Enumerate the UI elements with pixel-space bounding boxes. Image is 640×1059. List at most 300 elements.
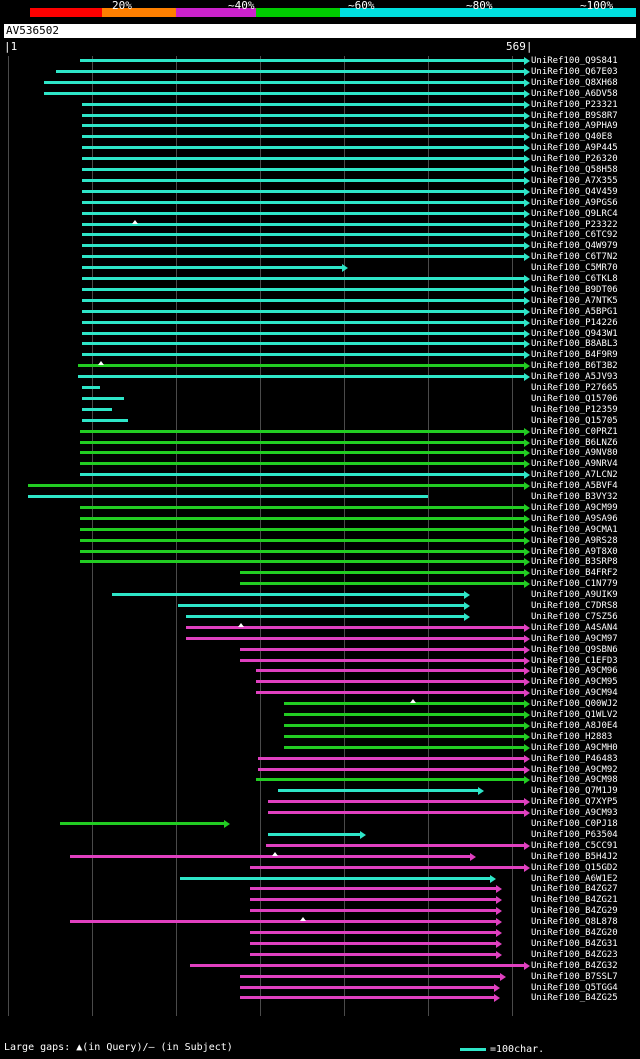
hit-row[interactable] xyxy=(0,481,640,491)
hit-bar[interactable] xyxy=(82,146,524,149)
hit-arrow-icon xyxy=(524,526,530,534)
hit-row[interactable] xyxy=(0,677,640,687)
hit-arrow-icon xyxy=(524,776,530,784)
hit-row[interactable] xyxy=(0,917,640,927)
hit-row[interactable] xyxy=(0,710,640,720)
hit-row[interactable] xyxy=(0,612,640,622)
hit-bar[interactable] xyxy=(28,495,428,498)
hit-bar[interactable] xyxy=(80,59,524,62)
hit-row[interactable] xyxy=(0,503,640,513)
hit-row[interactable] xyxy=(0,874,640,884)
hit-label[interactable]: UniRef100_B4ZG32 xyxy=(531,960,618,971)
alignment-plot xyxy=(0,56,640,1016)
hit-bar[interactable] xyxy=(44,92,524,95)
hit-bar[interactable] xyxy=(82,332,524,335)
hit-label[interactable]: UniRef100_B6LNZ6 xyxy=(531,437,618,448)
hit-label[interactable]: UniRef100_A7X355 xyxy=(531,175,618,186)
hit-label[interactable]: UniRef100_Q4V459 xyxy=(531,186,618,197)
large-gap-query-marker xyxy=(98,361,104,365)
hit-row[interactable] xyxy=(0,252,640,262)
hit-row[interactable] xyxy=(0,56,640,66)
hit-row[interactable] xyxy=(0,448,640,458)
hit-row[interactable] xyxy=(0,884,640,894)
hit-row[interactable] xyxy=(0,394,640,404)
hit-bar[interactable] xyxy=(284,713,524,716)
hit-label[interactable]: UniRef100_A9CM92 xyxy=(531,764,618,775)
hit-arrow-icon xyxy=(464,591,470,599)
hit-bar[interactable] xyxy=(80,430,524,433)
hit-bar[interactable] xyxy=(250,887,496,890)
hit-arrow-icon xyxy=(524,319,530,327)
hit-label[interactable]: UniRef100_A9CM97 xyxy=(531,633,618,644)
hit-bar[interactable] xyxy=(250,953,496,956)
hit-label[interactable]: UniRef100_C6T7N2 xyxy=(531,252,618,263)
hit-bar[interactable] xyxy=(112,593,464,596)
hit-row[interactable] xyxy=(0,775,640,785)
hit-bar[interactable] xyxy=(250,931,496,934)
hit-label[interactable]: UniRef100_A9CM98 xyxy=(531,775,618,786)
hit-arrow-icon xyxy=(524,711,530,719)
hit-label[interactable]: UniRef100_C7DRS8 xyxy=(531,601,618,611)
hit-label[interactable]: UniRef100_B8ABL3 xyxy=(531,339,618,350)
hit-label[interactable]: UniRef100_Q67E03 xyxy=(531,66,618,77)
hit-label[interactable]: UniRef100_A9CM95 xyxy=(531,677,618,688)
hit-row[interactable] xyxy=(0,209,640,219)
plot-footer xyxy=(0,1040,640,1059)
hit-arrow-icon xyxy=(496,896,502,904)
hit-label[interactable]: UniRef100_A6DV58 xyxy=(531,88,618,99)
hit-row[interactable] xyxy=(0,89,640,99)
hit-arrow-icon xyxy=(524,798,530,806)
large-gap-query-marker xyxy=(132,220,138,224)
legend-label-2: ~60% xyxy=(348,0,375,12)
hit-bar[interactable] xyxy=(240,996,494,999)
hit-label[interactable]: UniRef100_C5MR70 xyxy=(531,263,618,274)
hit-bar[interactable] xyxy=(82,190,524,193)
hit-row[interactable] xyxy=(0,230,640,240)
hit-bar[interactable] xyxy=(82,124,524,127)
hit-bar[interactable] xyxy=(284,746,524,749)
hit-bar[interactable] xyxy=(250,909,496,912)
hit-label[interactable]: UniRef100_B9S8R7 xyxy=(531,110,618,121)
hit-label[interactable]: UniRef100_A9SA96 xyxy=(531,513,618,524)
hit-row[interactable] xyxy=(0,165,640,175)
hit-row[interactable] xyxy=(0,765,640,775)
hit-bar[interactable] xyxy=(82,255,524,258)
hit-row[interactable] xyxy=(0,296,640,306)
hit-arrow-icon xyxy=(342,264,348,272)
hit-bar[interactable] xyxy=(250,866,524,869)
hit-row[interactable] xyxy=(0,329,640,339)
hit-label[interactable]: UniRef100_P23322 xyxy=(531,219,618,230)
hit-row[interactable] xyxy=(0,950,640,960)
hit-bar[interactable] xyxy=(80,550,524,553)
hit-arrow-icon xyxy=(524,188,530,196)
hit-bar[interactable] xyxy=(80,539,524,542)
hit-arrow-icon xyxy=(524,537,530,545)
hit-label[interactable]: UniRef100_C7SZ56 xyxy=(531,611,618,622)
hit-bar[interactable] xyxy=(44,81,524,84)
hit-bar[interactable] xyxy=(28,484,524,487)
hit-label[interactable]: UniRef100_H2883 xyxy=(531,731,613,742)
hit-row[interactable] xyxy=(0,688,640,698)
legend-label-4: ~100% xyxy=(580,0,614,12)
hit-bar[interactable] xyxy=(258,768,524,771)
hit-bar[interactable] xyxy=(256,669,524,672)
hit-arrow-icon xyxy=(524,90,530,98)
hit-row[interactable] xyxy=(0,634,640,644)
hit-bar[interactable] xyxy=(80,441,524,444)
hit-arrow-icon xyxy=(524,221,530,229)
hit-label[interactable]: UniRef100_B9DT06 xyxy=(531,284,618,295)
hit-label[interactable]: UniRef100_A9NV80 xyxy=(531,448,618,459)
hit-bar[interactable] xyxy=(284,724,524,727)
hit-label[interactable]: UniRef100_Q9SBN6 xyxy=(531,644,618,655)
hit-row[interactable] xyxy=(0,241,640,251)
hit-label[interactable]: UniRef100_A9CM96 xyxy=(531,666,618,677)
hit-label[interactable]: UniRef100_A9PGS6 xyxy=(531,197,618,208)
hit-label[interactable]: UniRef100_B4ZG29 xyxy=(531,906,618,917)
hit-bar[interactable] xyxy=(82,266,342,269)
hit-arrow-icon xyxy=(524,449,530,457)
hit-label[interactable]: UniRef100_Q7XYP5 xyxy=(531,797,618,808)
hit-bar[interactable] xyxy=(82,223,524,226)
hit-row[interactable] xyxy=(0,754,640,764)
hit-bar[interactable] xyxy=(240,582,524,585)
hit-bar[interactable] xyxy=(258,757,524,760)
hit-label[interactable]: UniRef100_A6W1E2 xyxy=(531,873,618,884)
hit-label[interactable]: UniRef100_C0PJ18 xyxy=(531,819,618,829)
hit-row[interactable] xyxy=(0,361,640,371)
hit-row[interactable] xyxy=(0,797,640,807)
hit-label[interactable]: UniRef100_Q15705 xyxy=(531,415,618,426)
hit-label[interactable]: UniRef100_B4ZG21 xyxy=(531,895,618,906)
hit-label[interactable]: UniRef100_B4ZG25 xyxy=(531,993,618,1004)
hit-label[interactable]: UniRef100_Q4W979 xyxy=(531,241,618,252)
hit-arrow-icon xyxy=(524,755,530,763)
hit-label[interactable]: UniRef100_B4FRF2 xyxy=(531,568,618,579)
hit-row[interactable] xyxy=(0,121,640,131)
hit-row[interactable] xyxy=(0,405,640,415)
hit-label[interactable]: UniRef100_P12359 xyxy=(531,404,618,415)
hit-label[interactable]: UniRef100_P27665 xyxy=(531,383,618,393)
hit-row[interactable] xyxy=(0,514,640,524)
hit-bar[interactable] xyxy=(80,528,524,531)
hit-bar[interactable] xyxy=(268,800,524,803)
hit-bar[interactable] xyxy=(250,942,496,945)
hit-row[interactable] xyxy=(0,579,640,589)
hit-row[interactable] xyxy=(0,852,640,862)
hit-row[interactable] xyxy=(0,100,640,110)
hit-label[interactable]: UniRef100_A9UIK9 xyxy=(531,590,618,601)
hit-bar[interactable] xyxy=(82,419,128,422)
hit-label[interactable]: UniRef100_A7LCN2 xyxy=(531,470,618,481)
hit-label[interactable]: UniRef100_Q9S841 xyxy=(531,56,618,66)
hit-row[interactable] xyxy=(0,154,640,164)
hit-row[interactable] xyxy=(0,176,640,186)
hit-row[interactable] xyxy=(0,699,640,709)
hit-bar[interactable] xyxy=(70,855,470,858)
hit-label[interactable]: UniRef100_C6TC92 xyxy=(531,230,618,241)
hit-row[interactable] xyxy=(0,78,640,88)
hit-row[interactable] xyxy=(0,383,640,393)
hit-label[interactable]: UniRef100_Q7M1J9 xyxy=(531,786,618,797)
hit-bar[interactable] xyxy=(80,517,524,520)
hit-bar[interactable] xyxy=(82,103,524,106)
hit-label[interactable]: UniRef100_Q8L878 xyxy=(531,917,618,928)
hit-bar[interactable] xyxy=(80,451,524,454)
scale-label: =100char. xyxy=(490,1044,545,1055)
hit-row[interactable] xyxy=(0,786,640,796)
hit-label[interactable]: UniRef100_B4ZG31 xyxy=(531,938,618,949)
hit-bar[interactable] xyxy=(250,898,496,901)
hit-row[interactable] xyxy=(0,906,640,916)
hit-label[interactable]: UniRef100_B6T3B2 xyxy=(531,361,618,372)
hit-label[interactable]: UniRef100_C1EFD3 xyxy=(531,655,618,666)
hit-label[interactable]: UniRef100_C1N779 xyxy=(531,579,618,590)
hit-bar[interactable] xyxy=(240,648,524,651)
hit-bar[interactable] xyxy=(278,789,478,792)
hit-label[interactable]: UniRef100_A8J0E4 xyxy=(531,720,618,731)
hit-arrow-icon xyxy=(524,678,530,686)
hit-bar[interactable] xyxy=(240,975,500,978)
hit-row[interactable] xyxy=(0,830,640,840)
hit-bar[interactable] xyxy=(82,277,524,280)
hit-label[interactable]: UniRef100_A9CM93 xyxy=(531,808,618,819)
hit-bar[interactable] xyxy=(82,157,524,160)
hit-label[interactable]: UniRef100_A9CMA1 xyxy=(531,524,618,535)
hit-bar[interactable] xyxy=(256,680,524,683)
hit-bar[interactable] xyxy=(82,342,524,345)
hit-label[interactable]: UniRef100_Q5TGG4 xyxy=(531,982,618,993)
hit-bar[interactable] xyxy=(82,212,524,215)
hit-bar[interactable] xyxy=(186,637,524,640)
hit-bar[interactable] xyxy=(268,833,360,836)
hit-label[interactable]: UniRef100_B4ZG27 xyxy=(531,884,618,895)
hit-row[interactable] xyxy=(0,928,640,938)
hit-bar[interactable] xyxy=(240,986,494,989)
hit-arrow-icon xyxy=(224,820,230,828)
hit-bar[interactable] xyxy=(186,626,524,629)
hit-row[interactable] xyxy=(0,972,640,982)
hit-row[interactable] xyxy=(0,895,640,905)
hit-row[interactable] xyxy=(0,318,640,328)
hit-arrow-icon xyxy=(496,918,502,926)
hit-row[interactable] xyxy=(0,983,640,993)
hit-label[interactable]: UniRef100_B4F9R9 xyxy=(531,350,618,361)
hit-bar[interactable] xyxy=(82,114,524,117)
hit-bar[interactable] xyxy=(56,70,524,73)
hit-label[interactable]: UniRef100_P14226 xyxy=(531,317,618,328)
hit-bar[interactable] xyxy=(82,244,524,247)
hit-row[interactable] xyxy=(0,993,640,1003)
hit-row[interactable] xyxy=(0,525,640,535)
hit-label[interactable]: UniRef100_A9CMH0 xyxy=(531,742,618,753)
hit-bar[interactable] xyxy=(82,397,124,400)
hit-label[interactable]: UniRef100_P63504 xyxy=(531,829,618,840)
hit-label[interactable]: UniRef100_P23321 xyxy=(531,99,618,110)
hit-arrow-icon xyxy=(524,471,530,479)
hit-row[interactable] xyxy=(0,808,640,818)
hit-label[interactable]: UniRef100_Q15706 xyxy=(531,393,618,404)
hit-row[interactable] xyxy=(0,307,640,317)
hit-bar[interactable] xyxy=(82,179,524,182)
hit-row[interactable] xyxy=(0,372,640,382)
hit-row[interactable] xyxy=(0,536,640,546)
hit-row[interactable] xyxy=(0,274,640,284)
hit-row[interactable] xyxy=(0,557,640,567)
hit-bar[interactable] xyxy=(82,386,100,389)
hit-bar[interactable] xyxy=(60,822,224,825)
hit-arrow-icon xyxy=(524,722,530,730)
hit-row[interactable] xyxy=(0,459,640,469)
hit-row[interactable] xyxy=(0,961,640,971)
hit-arrow-icon xyxy=(500,973,506,981)
hit-label[interactable]: UniRef100_B7SSL7 xyxy=(531,971,618,982)
hit-label[interactable]: UniRef100_Q8XH68 xyxy=(531,77,618,88)
hit-label[interactable]: UniRef100_B3VY32 xyxy=(531,492,618,502)
hit-row[interactable] xyxy=(0,263,640,273)
hit-row[interactable] xyxy=(0,601,640,611)
hit-arrow-icon xyxy=(464,613,470,621)
hit-bar[interactable] xyxy=(82,408,112,411)
hit-bar[interactable] xyxy=(78,375,524,378)
hit-label[interactable]: UniRef100_A9CM99 xyxy=(531,502,618,513)
hit-bar[interactable] xyxy=(70,920,496,923)
hit-label[interactable]: UniRef100_Q1WLV2 xyxy=(531,710,618,720)
hit-bar[interactable] xyxy=(186,615,464,618)
hit-row[interactable] xyxy=(0,732,640,742)
hit-row[interactable] xyxy=(0,568,640,578)
hit-label[interactable]: UniRef100_B4ZG23 xyxy=(531,949,618,960)
large-gap-query-marker xyxy=(238,623,244,627)
hit-label[interactable]: UniRef100_Q9LRC4 xyxy=(531,208,618,219)
hit-row[interactable] xyxy=(0,350,640,360)
hit-row[interactable] xyxy=(0,666,640,676)
hit-row[interactable] xyxy=(0,841,640,851)
identity-color-legend xyxy=(0,0,640,22)
hit-row[interactable] xyxy=(0,656,640,666)
hit-bar[interactable] xyxy=(82,353,524,356)
hit-row[interactable] xyxy=(0,438,640,448)
hit-label[interactable]: UniRef100_A7NTK5 xyxy=(531,295,618,306)
hit-bar[interactable] xyxy=(82,168,524,171)
hit-bar[interactable] xyxy=(82,135,524,138)
hit-label[interactable]: UniRef100_A9P445 xyxy=(531,143,618,154)
query-ruler xyxy=(0,40,640,54)
hit-label[interactable]: UniRef100_A9RS28 xyxy=(531,535,618,546)
hit-label[interactable]: UniRef100_C0PRZ1 xyxy=(531,426,618,437)
hit-label[interactable]: UniRef100_Q15GD2 xyxy=(531,862,618,873)
hit-label[interactable]: UniRef100_A9NRV4 xyxy=(531,459,618,470)
hit-row[interactable] xyxy=(0,939,640,949)
hit-arrow-icon xyxy=(524,646,530,654)
hit-label[interactable]: UniRef100_A9T8X0 xyxy=(531,546,618,557)
hit-bar[interactable] xyxy=(82,233,524,236)
hit-bar[interactable] xyxy=(256,691,524,694)
hit-label[interactable]: UniRef100_A5JV93 xyxy=(531,372,618,383)
scale-bar xyxy=(460,1048,486,1051)
hit-row[interactable] xyxy=(0,470,640,480)
hit-label[interactable]: UniRef100_Q40E8 xyxy=(531,132,613,143)
hit-bar[interactable] xyxy=(284,735,524,738)
hit-row[interactable] xyxy=(0,416,640,426)
hit-bar[interactable] xyxy=(266,844,524,847)
hit-bar[interactable] xyxy=(82,310,524,313)
hit-bar[interactable] xyxy=(82,321,524,324)
hit-bar[interactable] xyxy=(240,659,524,662)
hit-label[interactable]: UniRef100_A4SAN4 xyxy=(531,622,618,633)
hit-row[interactable] xyxy=(0,111,640,121)
hit-bar[interactable] xyxy=(82,299,524,302)
hit-label[interactable]: UniRef100_Q00WJ2 xyxy=(531,699,618,710)
hit-bar[interactable] xyxy=(256,778,524,781)
hit-label[interactable]: UniRef100_Q943W1 xyxy=(531,328,618,339)
hit-row[interactable] xyxy=(0,623,640,633)
hit-label[interactable]: UniRef100_B5H4J2 xyxy=(531,851,618,862)
hit-bar[interactable] xyxy=(78,364,524,367)
hit-row[interactable] xyxy=(0,198,640,208)
hit-label[interactable]: UniRef100_C5CC91 xyxy=(531,840,618,851)
hit-bar[interactable] xyxy=(284,702,524,705)
hit-row[interactable] xyxy=(0,285,640,295)
hit-row[interactable] xyxy=(0,187,640,197)
hit-label[interactable]: UniRef100_B4ZG20 xyxy=(531,928,618,938)
hit-row[interactable] xyxy=(0,220,640,230)
hit-label[interactable]: UniRef100_P46483 xyxy=(531,753,618,764)
hit-label[interactable]: UniRef100_A5BVF4 xyxy=(531,481,618,492)
hit-bar[interactable] xyxy=(240,571,524,574)
hit-arrow-icon xyxy=(524,657,530,665)
hit-label[interactable]: UniRef100_Q58H58 xyxy=(531,165,618,175)
hit-row[interactable] xyxy=(0,339,640,349)
hit-bar[interactable] xyxy=(80,473,524,476)
hit-arrow-icon xyxy=(490,875,496,883)
hit-bar[interactable] xyxy=(80,506,524,509)
hit-bar[interactable] xyxy=(178,604,464,607)
hit-label[interactable]: UniRef100_P26320 xyxy=(531,154,618,165)
hit-row[interactable] xyxy=(0,819,640,829)
hit-row[interactable] xyxy=(0,492,640,502)
hit-row[interactable] xyxy=(0,645,640,655)
hit-label[interactable]: UniRef100_C6TKL8 xyxy=(531,274,618,284)
hit-bar[interactable] xyxy=(190,964,524,967)
hit-row[interactable] xyxy=(0,427,640,437)
hit-arrow-icon xyxy=(524,199,530,207)
hit-row[interactable] xyxy=(0,863,640,873)
hit-bar[interactable] xyxy=(180,877,490,880)
hit-arrow-icon xyxy=(496,885,502,893)
hit-label[interactable]: UniRef100_A9CM94 xyxy=(531,688,618,699)
hit-row[interactable] xyxy=(0,743,640,753)
hit-bar[interactable] xyxy=(80,462,524,465)
hit-arrow-icon xyxy=(524,373,530,381)
hit-row[interactable] xyxy=(0,721,640,731)
hit-row[interactable] xyxy=(0,67,640,77)
hit-row[interactable] xyxy=(0,132,640,142)
hit-row[interactable] xyxy=(0,547,640,557)
hit-label[interactable]: UniRef100_B3SRP8 xyxy=(531,557,618,568)
hit-row[interactable] xyxy=(0,143,640,153)
hit-label[interactable]: UniRef100_A5BPG1 xyxy=(531,306,618,317)
hit-bar[interactable] xyxy=(80,560,524,563)
hit-bar[interactable] xyxy=(268,811,524,814)
hit-row[interactable] xyxy=(0,590,640,600)
hit-arrow-icon xyxy=(524,362,530,370)
hit-label[interactable]: UniRef100_A9PHA9 xyxy=(531,121,618,132)
hit-bar[interactable] xyxy=(82,288,524,291)
hit-bar[interactable] xyxy=(82,201,524,204)
